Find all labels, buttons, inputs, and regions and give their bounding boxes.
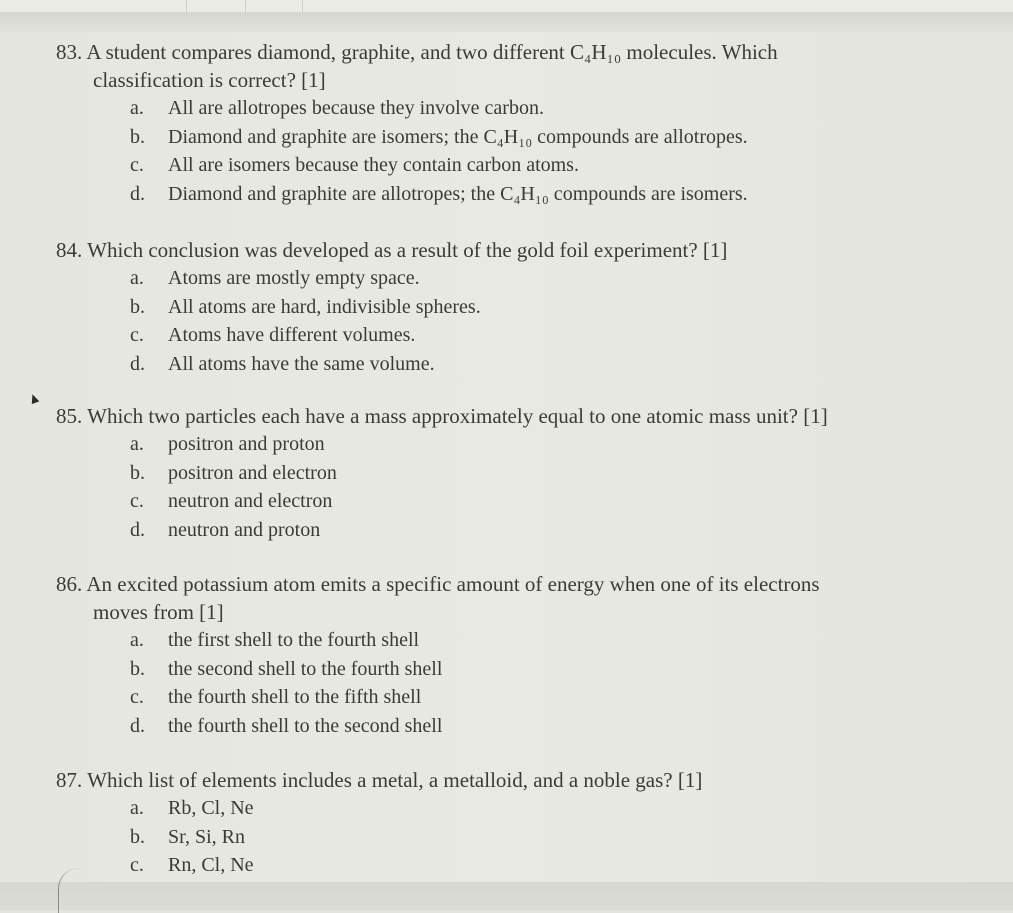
choice-letter: b. (130, 461, 145, 484)
choice-letter: c. (130, 686, 144, 708)
choice-text: All are isomers because they contain carbon atoms. (168, 154, 579, 176)
question-87 (56, 766, 976, 880)
mouse-cursor-icon (29, 393, 40, 404)
choice-text: Diamond and graphite are allotropes; the C₄H₁₀ compounds are isomers. (168, 182, 748, 205)
choice-d (56, 516, 976, 545)
question-text: Which conclusion was developed as a result of the gold foil experiment? [1] (87, 238, 728, 262)
question-stem (56, 236, 976, 264)
choice-b (56, 823, 976, 852)
question-text: Which list of elements includes a metal, a metalloid, and a noble gas? [1] (87, 768, 703, 792)
choice-text: Rn, Cl, Ne (168, 854, 254, 876)
choice-letter: a. (130, 97, 144, 119)
question-stem (56, 766, 976, 794)
choice-list (56, 264, 976, 378)
choice-d (56, 350, 976, 379)
question-stem-continued: classification is correct? [1] (93, 68, 326, 92)
choice-text: positron and proton (168, 433, 325, 455)
choice-letter: c. (130, 154, 144, 176)
choice-c (56, 487, 976, 516)
choice-text: the second shell to the fourth shell (168, 657, 443, 680)
choice-text: Atoms have different volumes. (168, 324, 416, 346)
choice-letter: a. (130, 797, 144, 819)
choice-a (56, 626, 976, 655)
choice-text: neutron and proton (168, 518, 321, 541)
choice-a (56, 94, 976, 123)
choice-letter: b. (130, 825, 145, 848)
choice-b (56, 459, 976, 488)
choice-letter: d. (130, 352, 145, 375)
choice-letter: b. (130, 657, 145, 680)
choice-a (56, 430, 976, 459)
choice-letter: a. (130, 433, 144, 455)
page-bottom-edge (0, 882, 1013, 910)
question-text: An excited potassium atom emits a specific amount of energy when one of its electrons (86, 572, 820, 596)
choice-list (56, 626, 976, 740)
choice-letter: a. (130, 629, 144, 651)
question-number: 87. (56, 768, 83, 792)
question-84 (56, 236, 976, 378)
choice-b (56, 123, 976, 152)
worksheet-page (0, 32, 1013, 882)
choice-list (56, 430, 976, 544)
question-stem-continued: moves from [1] (93, 600, 224, 624)
question-86 (56, 570, 976, 740)
page-fold-shadow (0, 12, 1013, 32)
choice-text: neutron and electron (168, 490, 333, 512)
question-number: 83. (56, 40, 83, 64)
choice-a (56, 794, 976, 823)
question-stem (56, 570, 976, 598)
choice-b (56, 293, 976, 322)
question-number: 84. (56, 238, 83, 262)
choice-c (56, 851, 976, 880)
question-stem (56, 38, 976, 66)
choice-text: Rb, Cl, Ne (168, 797, 254, 819)
ruled-line (302, 0, 303, 12)
question-number: 85. (56, 404, 83, 428)
choice-text: Atoms are mostly empty space. (168, 267, 420, 289)
question-text: A student compares diamond, graphite, and two different C₄H₁₀ molecules. Which (86, 40, 778, 64)
question-85 (56, 402, 976, 544)
choice-d (56, 712, 976, 741)
choice-a (56, 264, 976, 293)
choice-letter: b. (130, 295, 145, 318)
choice-b (56, 655, 976, 684)
choice-letter: c. (130, 324, 144, 346)
choice-list (56, 94, 976, 208)
ruled-line (186, 0, 187, 12)
choice-letter: d. (130, 182, 145, 205)
choice-text: the fourth shell to the fifth shell (168, 686, 422, 708)
choice-text: positron and electron (168, 461, 337, 484)
ruled-line (245, 0, 246, 12)
question-stem (56, 402, 976, 430)
choice-text: Diamond and graphite are isomers; the C₄H₁₀ compounds are allotropes. (168, 125, 748, 148)
choice-c (56, 321, 976, 350)
choice-letter: a. (130, 267, 144, 289)
choice-letter: d. (130, 714, 145, 737)
choice-c (56, 683, 976, 712)
choice-c (56, 151, 976, 180)
question-number: 86. (56, 572, 83, 596)
choice-letter: b. (130, 125, 145, 148)
choice-text: the fourth shell to the second shell (168, 714, 443, 737)
choice-text: Sr, Si, Rn (168, 825, 246, 848)
question-text: Which two particles each have a mass approximately equal to one atomic mass unit? [1] (87, 404, 828, 428)
choice-text: the first shell to the fourth shell (168, 629, 420, 651)
question-83 (56, 38, 976, 208)
choice-text: All atoms are hard, indivisible spheres. (168, 295, 481, 318)
choice-letter: c. (130, 854, 144, 876)
choice-text: All are allotropes because they involve carbon. (168, 97, 544, 119)
choice-list (56, 794, 976, 880)
choice-letter: c. (130, 490, 144, 512)
choice-letter: d. (130, 518, 145, 541)
choice-text: All atoms have the same volume. (168, 352, 435, 375)
choice-d (56, 180, 976, 209)
